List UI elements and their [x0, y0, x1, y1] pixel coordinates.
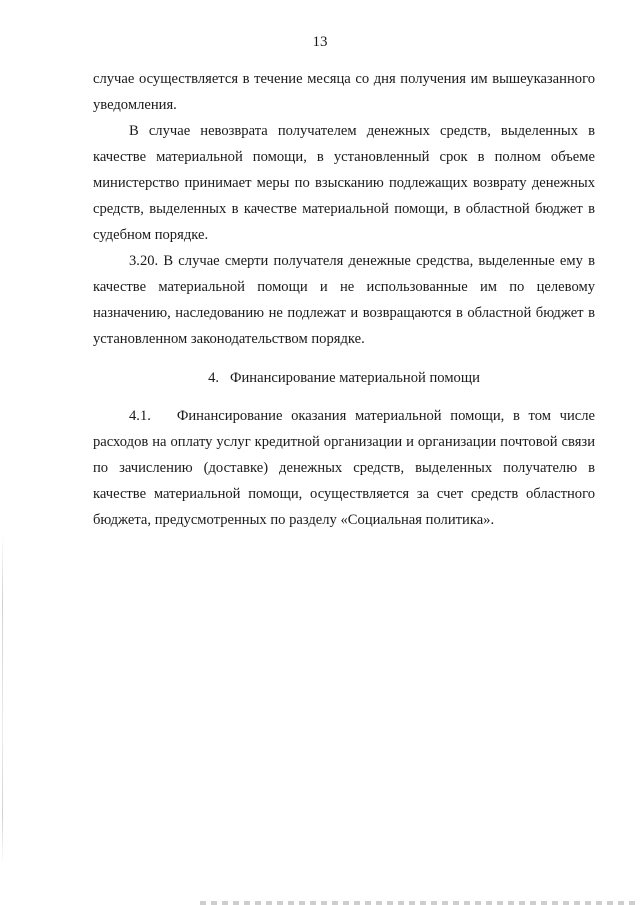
scan-edge-artifact	[2, 535, 3, 865]
document-body	[93, 66, 599, 533]
paragraph-continuation: случае осуществляется в течение месяца со дня получения им вышеуказанного уведомления.	[93, 71, 595, 113]
paragraph-3-20: 3.20. В случае смерти получателя денежные средства, выделенные ему в качестве материальной помощи и не использованные им по целевому назначению, наследованию не подлежат и возвращаются в областной бюджет в установленном законодательством порядке.	[93, 253, 595, 347]
paragraph-4-1: 4.1. Финансирование оказания материальной помощи, в том числе расходов на оплату услуг кредитной организации и организации почтовой связи по зачислению (доставке) денежных средств, выделенных получателю в качестве материальной помощи, осуществляется за счет средств областного бюджета, предусмотренных по разделу «Социальная политика».	[93, 408, 599, 528]
paragraph-non-return: В случае невозврата получателем денежных средств, выделенных в качестве материальной помощи, в установленный срок в полном объеме министерство принимает меры по взысканию подлежащих возврату денежных средств, выделенных в качестве материальной помощи, в областной бюджет в судебном порядке.	[93, 123, 595, 243]
section-heading-4: 4. Финансирование материальной помощи	[208, 370, 480, 386]
scan-bottom-artifact	[200, 901, 640, 905]
page-number: 13	[312, 34, 328, 50]
